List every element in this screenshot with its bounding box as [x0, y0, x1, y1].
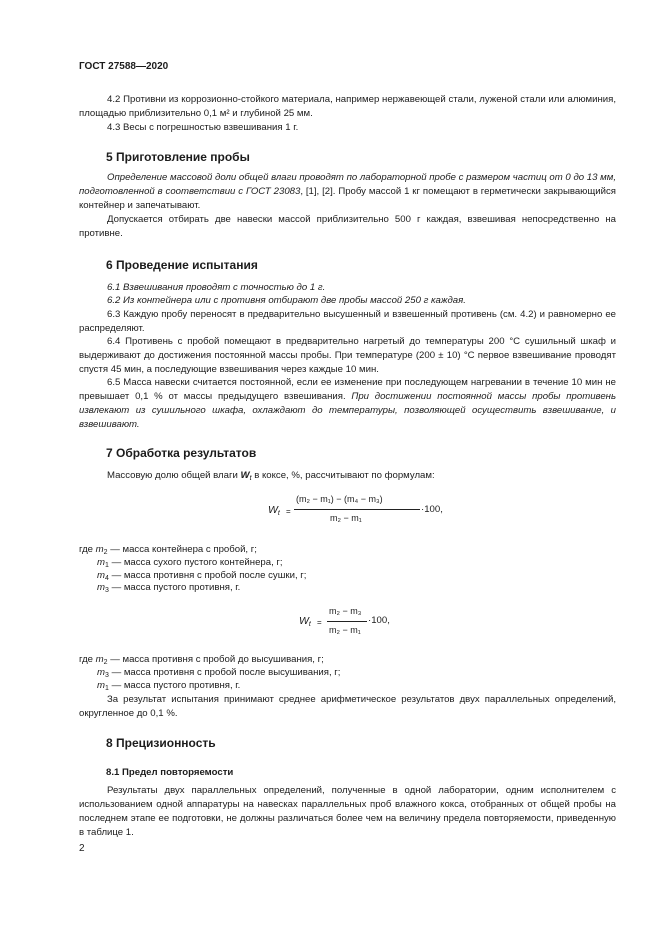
formula-2-denominator: m₂ − m₁ — [329, 625, 361, 635]
clause-6-5-italic: При достижении постоянной массы пробы противень извлекают из сушильного шкафа, охлаждают до температуры, позволяющей осуществить взвешивание, и взвешивают. — [79, 391, 616, 430]
page-number: 2 — [79, 843, 85, 854]
definition-row: $m_3$ — масса противня с пробой после высушивания, г; — [97, 666, 341, 679]
formula-2-lhs: $W_t$ — [299, 615, 311, 628]
clause-6-1: 6.1 Взвешивания проводят с точностью до 1 г. — [107, 282, 326, 293]
formula-1-definitions — [79, 544, 616, 595]
definition-row: $m_3$ — масса пустого противня, г. — [97, 582, 241, 595]
section-5-paragraph-1: Определение массовой доли общей влаги проводят по лабораторной пробе с размером частиц от 0 до 13 мм, подготовленной в соответствии с ГОСТ 23083, [1], [2]. Пробу массой 1 кг помещают в герметически закрывающийся контейнер и запечатывают. — [79, 172, 616, 211]
definition-row: $m_1$ — масса пустого противня, г. — [97, 679, 241, 692]
section-7-result: За результат испытания принимают среднее арифметическое результатов двух параллельных определений, округленное до 0,1 %. — [79, 694, 616, 719]
formula-2-fraction-bar — [327, 621, 367, 622]
definition-row: $m_4$ — масса противня с пробой после сушки, г; — [97, 569, 307, 582]
formula-1 — [268, 494, 443, 534]
section-8-1-paragraph: Результаты двух параллельных определений, полученные в одной лаборатории, одним исполнителем с использованием одной аппаратуры на навесках параллельных проб влажного кокса, отобранных от общей пробы на последнем этапе ее подготовки, не должны различаться более чем на величину предела повторяемости, приведенную в таблице 1. — [79, 785, 616, 838]
moisture-symbol: W — [240, 470, 250, 481]
clause-4-2: 4.2 Противни из коррозионно-стойкого материала, например нержавеющей стали, луженой стали или алюминия, площадью приблизительно 0,1 м² и глубиной 25 мм. — [79, 94, 616, 119]
section-8-1-title: 8.1 Предел повторяемости — [106, 767, 234, 778]
section-5-italic-text: Определение массовой доли общей влаги проводят по лабораторной пробе с размером частиц от 0 до 13 мм, подготовленной в соответствии с ГОСТ 23083 — [79, 172, 616, 197]
section-6-title: 6 Проведение испытания — [106, 258, 258, 272]
formula-1-multiplier: ·100, — [421, 504, 443, 515]
clause-6-2: 6.2 Из контейнера или с противня отбирают две пробы массой 250 г каждая. — [107, 295, 466, 306]
formula-1-fraction-bar — [294, 509, 420, 510]
definition-row: $m_1$ — масса сухого пустого контейнера, г; — [97, 556, 283, 569]
section-7-title: 7 Обработка результатов — [106, 446, 257, 460]
formula-2-multiplier: ·100, — [368, 615, 390, 626]
formula-2-definitions — [79, 654, 616, 692]
formula-1-lhs: $W_t$ — [268, 504, 280, 517]
formula-2-numerator: m₂ − m₃ — [329, 606, 362, 616]
section-8-title: 8 Прецизионность — [106, 736, 216, 750]
definition-row: где $m_2$ — масса противня с пробой до высушивания, г; — [79, 654, 324, 666]
definition-row: где $m_2$ — масса контейнера с пробой, г; — [79, 544, 257, 556]
formula-2 — [299, 606, 399, 646]
doc-code-header: ГОСТ 27588—2020 — [79, 61, 169, 72]
clause-6-3: 6.3 Каждую пробу переносят в предварительно высушенный и взвешенный противень (см. 4.2) и равномерно ее распределяют. — [79, 309, 616, 334]
clause-6-5: 6.5 Масса навески считается постоянной, если ее изменение при последующем нагревании в течение 10 мин не превышает 0,1 % от массы предыдущего взвешивания. При достижении постоянной массы пробы противень извлекают из сушильного шкафа, охлаждают до температуры, позволяющей осуществить взвешивание, и взвешивают. — [79, 377, 616, 430]
formula-1-numerator: (m₂ − m₁) − (m₄ − m₃) — [296, 494, 383, 504]
section-7-intro: Массовую долю общей влаги $W_t$ в коксе, %, рассчитывают по формулам: — [107, 470, 435, 482]
clause-6-4: 6.4 Противень с пробой помещают в предварительно нагретый до температуры 200 °С сушильный шкаф и выдерживают до достижения постоянной массы пробы. При температуре (200 ± 10) °С первое взвешивание проводят спустя 45 мин, а последующие взвешивания через каждые 10 мин. — [79, 336, 616, 375]
clause-4-3: 4.3 Весы с погрешностью взвешивания 1 г. — [107, 122, 299, 133]
formula-1-denominator: m₂ − m₁ — [330, 513, 362, 523]
formula-1-equals: = — [286, 507, 291, 516]
section-5-title: 5 Приготовление пробы — [106, 150, 250, 164]
formula-2-equals: = — [317, 618, 322, 627]
section-5-paragraph-2: Допускается отбирать две навески массой приблизительно 500 г каждая, взвешивая непосредственно на противне. — [79, 214, 616, 239]
